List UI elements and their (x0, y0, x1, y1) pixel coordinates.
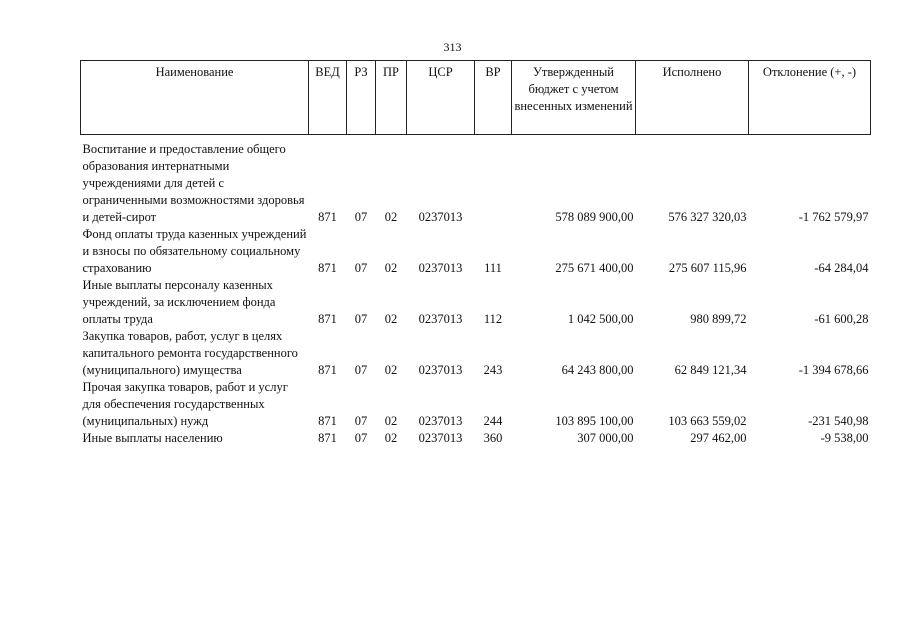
table-row (81, 430, 871, 447)
row-csr: 0237013 (418, 414, 463, 428)
row-pr: 02 (384, 414, 398, 428)
row-ved: 871 (318, 312, 337, 326)
table-header-row (81, 61, 871, 135)
row-rz: 07 (354, 210, 368, 224)
table-row (81, 328, 871, 379)
row-executed: 275 607 115,96 (668, 261, 747, 275)
row-approved: 1 042 500,00 (567, 312, 634, 326)
row-csr: 0237013 (418, 431, 463, 445)
row-csr: 0237013 (418, 363, 463, 377)
row-deviation: -1 762 579,97 (798, 210, 869, 224)
row-vr (475, 141, 512, 226)
header-name: Наименование (81, 61, 309, 135)
row-deviation: -9 538,00 (820, 431, 869, 445)
row-ved: 871 (318, 431, 337, 445)
row-name: Закупка товаров, работ, услуг в целях капитального ремонта государственного (муниципального) имущества (82, 329, 298, 377)
row-rz: 07 (354, 363, 368, 377)
row-csr: 0237013 (418, 312, 463, 326)
row-pr: 02 (384, 312, 398, 326)
row-ved: 871 (318, 414, 337, 428)
row-executed: 980 899,72 (690, 312, 747, 326)
row-pr: 02 (384, 210, 398, 224)
row-deviation: -64 284,04 (814, 261, 869, 275)
row-pr: 02 (384, 431, 398, 445)
row-executed: 62 849 121,34 (674, 363, 747, 377)
row-rz: 07 (354, 261, 368, 275)
table-row (81, 226, 871, 277)
row-vr: 111 (484, 261, 502, 275)
row-vr: 360 (483, 431, 503, 445)
row-approved: 275 671 400,00 (555, 261, 634, 275)
row-ved: 871 (318, 261, 337, 275)
page-number: 313 (443, 40, 462, 54)
header-vr: ВР (475, 61, 512, 135)
row-approved: 64 243 800,00 (561, 363, 634, 377)
row-csr: 0237013 (418, 261, 463, 275)
row-ved: 871 (318, 363, 337, 377)
row-executed: 103 663 559,02 (668, 414, 747, 428)
row-csr: 0237013 (418, 210, 463, 224)
row-executed: 297 462,00 (690, 431, 747, 445)
row-rz: 07 (354, 431, 368, 445)
row-name: Воспитание и предоставление общего образования интернатными учреждениями для детей с ограниченными возможностями здоровья и детей-сирот (82, 142, 305, 224)
row-vr: 243 (483, 363, 503, 377)
row-name: Иные выплаты персоналу казенных учреждений, за исключением фонда оплаты труда (82, 278, 276, 326)
table-row (81, 277, 871, 328)
header-csr: ЦСР (407, 61, 475, 135)
row-ved: 871 (318, 210, 337, 224)
row-vr: 244 (483, 414, 503, 428)
header-deviation: Отклонение (+, -) (749, 61, 871, 135)
row-approved: 578 089 900,00 (555, 210, 634, 224)
header-rz: РЗ (347, 61, 376, 135)
row-pr: 02 (384, 363, 398, 377)
row-name: Фонд оплаты труда казенных учреждений и взносы по обязательному социальному страхованию (82, 227, 307, 275)
table-row (81, 141, 871, 226)
row-approved: 103 895 100,00 (555, 414, 634, 428)
row-approved: 307 000,00 (577, 431, 634, 445)
row-executed: 576 327 320,03 (668, 210, 747, 224)
row-deviation: -1 394 678,66 (798, 363, 869, 377)
header-executed: Исполнено (636, 61, 749, 135)
header-approved: Утвержденный бюджет с учетом внесенных изменений (512, 61, 636, 135)
row-pr: 02 (384, 261, 398, 275)
table-row (81, 379, 871, 430)
row-vr: 112 (483, 312, 503, 326)
row-name: Иные выплаты населению (82, 431, 223, 445)
budget-table (80, 60, 871, 447)
row-rz: 07 (354, 312, 368, 326)
row-deviation: -61 600,28 (814, 312, 869, 326)
row-deviation: -231 540,98 (808, 414, 869, 428)
header-pr: ПР (376, 61, 407, 135)
row-name: Прочая закупка товаров, работ и услуг для обеспечения государственных (муниципальных) нужд (82, 380, 288, 428)
row-rz: 07 (354, 414, 368, 428)
header-ved: ВЕД (309, 61, 347, 135)
